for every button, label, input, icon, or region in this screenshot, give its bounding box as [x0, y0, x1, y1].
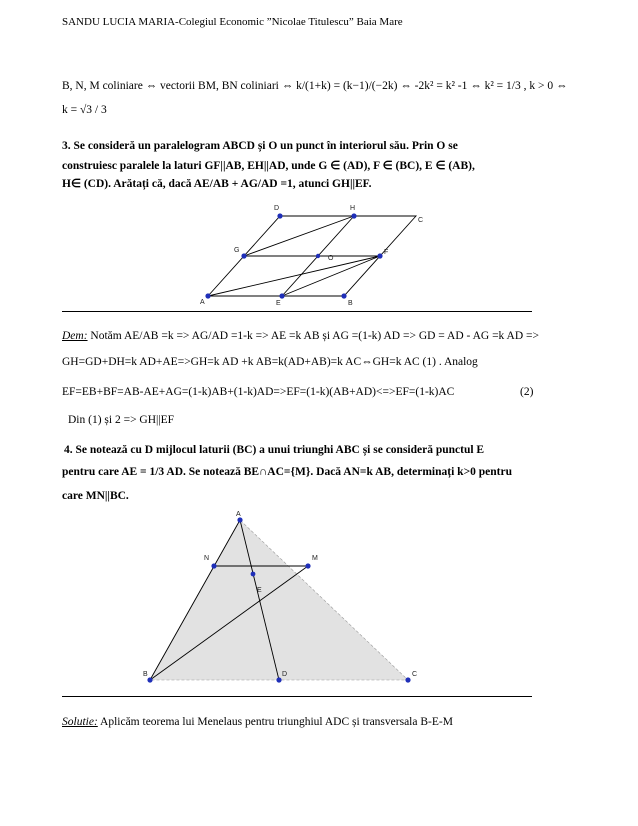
triangle-abc [150, 520, 408, 680]
problem4-line2: pentru care AE = 1/3 AD. Se notează BE∩AC={M}. Dacă AN=k AB, determinați k>0 pentru [62, 466, 512, 478]
point-e2 [251, 572, 256, 577]
dem-label: Dem: [62, 330, 88, 342]
label-h: H [350, 205, 356, 212]
point-o [316, 254, 320, 258]
point-a [205, 293, 210, 298]
line-collinear: B, N, M coliniare ⇔ vectorii BM, BN coliniari ⇔ k/(1+k) = (k−1)/(−2k) ⇔ -2k² = k² -1 ⇔ k² = 1/3 , k > 0 ⇔ [62, 80, 568, 92]
demonstration-line2: GH=GD+DH=k AD+AE=>GH=k AD +k AB=k(AD+AB)=k AC⇔GH=k AC (1) . Analog [62, 356, 478, 368]
divider-1 [62, 311, 532, 312]
solution-line [62, 716, 453, 728]
problem3-line1: 3. Se consideră un paralelogram ABCD și O un punct în interiorul său. Prin O se [62, 140, 458, 152]
label-o: O [328, 255, 334, 262]
point-a2 [237, 517, 242, 522]
diagonal-ac [208, 256, 380, 296]
segment-ef [282, 256, 380, 296]
label-d: D [274, 205, 280, 212]
point-c2 [405, 677, 410, 682]
label-a: A [200, 299, 205, 306]
demonstration-conclusion: Din (1) și 2 => GH||EF [68, 414, 175, 426]
label-a2: A [236, 511, 241, 518]
label-g: G [234, 247, 240, 254]
triangle-figure [140, 510, 420, 690]
dem-text-1: Notăm AE/AB =k => AG/AD =1-k => AE =k AB și AG =(1-k) AD => GD = AD - AG =k AD => [87, 330, 540, 342]
point-g [241, 253, 246, 258]
problem3-line3: H∈ (CD). Arătați că, dacă AE/AB + AG/AD =1, atunci GH||EF. [62, 178, 372, 190]
label-e2: E [257, 587, 262, 594]
point-d2 [276, 677, 281, 682]
problem4-line1: 4. Se notează cu D mijlocul laturii (BC) a unui triunghi ABC și se consideră punctul E [64, 444, 485, 456]
problem3-line2: construiesc paralele la laturi GF||AB, EH||AD, unde G ∈ (AD), F ∈ (BC), E ∈ (AB), [62, 160, 475, 172]
point-h [351, 213, 356, 218]
label-c2: C [412, 671, 418, 678]
point-b [341, 293, 346, 298]
label-n2: N [204, 555, 210, 562]
divider-2 [62, 696, 532, 697]
label-b: B [348, 300, 353, 307]
label-e: E [276, 300, 281, 307]
point-f [377, 253, 382, 258]
label-d2: D [282, 671, 288, 678]
problem4-line3: care MN||BC. [62, 490, 129, 502]
point-e [279, 293, 284, 298]
label-b2: B [143, 671, 148, 678]
point-d [277, 213, 282, 218]
line-k-result: k = √3 / 3 [62, 104, 107, 116]
equation-number-2: (2) [520, 386, 534, 398]
point-b2 [147, 677, 152, 682]
demonstration-line3: EF=EB+BF=AB-AE+AG=(1-k)AB+(1-k)AD=>EF=(1-k)(AB+AD)<=>EF=(1-k)AC [62, 386, 455, 398]
solution-label: Solutie: [62, 716, 98, 728]
segment-gh [244, 216, 354, 256]
label-m2: M [312, 555, 318, 562]
point-m2 [305, 563, 310, 568]
label-c: C [418, 217, 424, 224]
label-f: F [384, 249, 389, 256]
demonstration-line1 [62, 330, 539, 342]
parallelogram-figure [170, 200, 440, 308]
solution-text: Aplicăm teorema lui Menelaus pentru triunghiul ADC și transversala B-E-M [97, 716, 453, 728]
point-n2 [211, 563, 216, 568]
page-header: SANDU LUCIA MARIA-Colegiul Economic ”Nicolae Titulescu” Baia Mare [62, 16, 403, 28]
